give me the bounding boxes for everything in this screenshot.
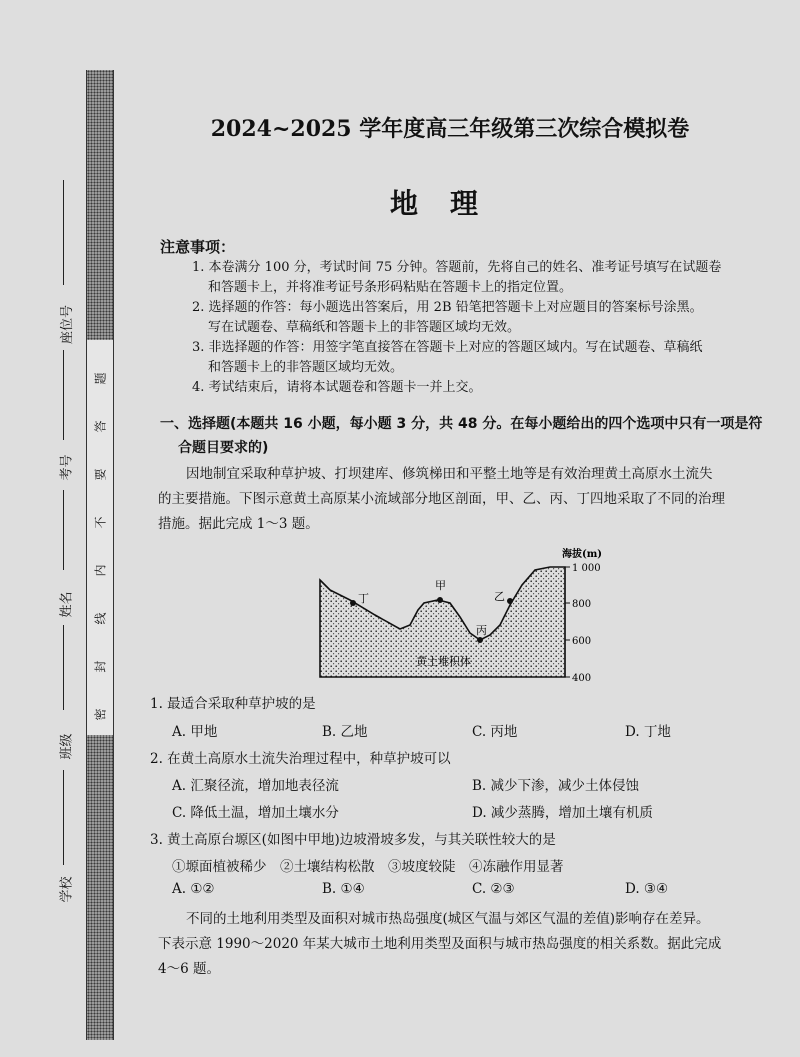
tick-label: 800	[572, 599, 592, 610]
point-ding-label: 丁	[358, 592, 369, 605]
passage-line: 措施。据此完成 1～3 题。	[158, 516, 319, 532]
exam-title: 2024~2025 学年度高三年级第三次综合模拟卷	[210, 116, 690, 142]
notice-item	[192, 338, 792, 378]
q1-option-d: D. 丁地	[625, 724, 671, 740]
notice-line: 写在试题卷、草稿纸和答题卡上的非答题区域均无效。	[208, 320, 521, 335]
question-1-stem: 1. 最适合采取种草护坡的是	[150, 696, 316, 712]
q1-option-b: B. 乙地	[322, 724, 368, 740]
school-line	[63, 770, 64, 865]
q2-option-c: C. 降低土温，增加土壤水分	[172, 805, 339, 821]
point-bing-label: 丙	[476, 624, 487, 637]
notice-line: 2. 选择题的作答：每小题选出答案后，用 2B 铅笔把答题卡上对应题目的答案标号涂黑。	[192, 300, 703, 315]
point-yi-label: 乙	[494, 590, 505, 603]
seal-char: 要	[93, 468, 108, 481]
seat-line	[63, 180, 64, 285]
body-label: 黄土堆积体	[416, 655, 471, 668]
q1-option-a: A. 甲地	[172, 724, 218, 740]
seal-char: 答	[93, 420, 108, 433]
tick-label: 600	[572, 636, 592, 647]
class-line	[63, 625, 64, 710]
question-3-stem: 3. 黄土高原台塬区(如图中甲地)边坡滑坡多发，与其关联性较大的是	[150, 832, 556, 848]
passage-line: 不同的土地利用类型及面积对城市热岛强度(城区气温与郊区气温的差值)影响存在差异。	[186, 911, 710, 927]
point-jia	[437, 597, 443, 603]
seal-line-area	[86, 340, 114, 735]
section-line: 合题目要求的)	[178, 440, 269, 456]
point-jia-label: 甲	[435, 579, 446, 592]
q3-option-d: D. ③④	[625, 881, 669, 897]
class-label: 班级	[59, 733, 75, 760]
passage-line: 因地制宜采取种草护坡、打坝建库、修筑梯田和平整土地等是有效治理黄土高原水土流失	[186, 466, 713, 482]
seal-char: 题	[93, 372, 108, 385]
notice-line: 3. 非选择题的作答：用签字笔直接答在答题卡上对应的答题区域内。写在试题卷、草稿纸	[192, 340, 703, 355]
seal-char: 封	[93, 660, 108, 673]
q2-option-d: D. 减少蒸腾，增加土壤有机质	[472, 805, 653, 821]
name-line	[63, 490, 64, 570]
point-bing	[477, 637, 483, 643]
seal-char: 线	[93, 612, 108, 625]
tick-label: 400	[572, 673, 592, 684]
seat-label: 座位号	[60, 304, 76, 345]
notice-line: 4. 考试结束后，请将本试题卷和答题卡一并上交。	[192, 380, 482, 395]
notice-line: 和答题卡上的非答题区域均无效。	[208, 360, 404, 375]
seal-char: 不	[93, 516, 108, 529]
section-heading	[160, 412, 780, 460]
question-2-stem: 2. 在黄土高原水土流失治理过程中，种草护坡可以	[150, 751, 451, 767]
notice-line: 和答题卡上，并将准考证号条形码粘贴在答题卡上的指定位置。	[208, 280, 573, 295]
exam-no-line	[63, 350, 64, 440]
notice-item	[192, 298, 792, 338]
point-ding	[350, 600, 356, 606]
tick-label: 1 000	[572, 563, 601, 574]
seal-char: 内	[93, 564, 108, 577]
notice-item	[192, 378, 792, 398]
exam-no-label: 考号	[59, 454, 75, 481]
name-label: 姓名	[59, 591, 75, 618]
passage-2	[158, 907, 780, 982]
notice-item	[192, 258, 792, 298]
school-label: 学校	[59, 876, 75, 903]
q3-option-a: A. ①②	[172, 881, 215, 897]
q3-option-b: B. ①④	[322, 881, 365, 897]
passage-line: 4～6 题。	[158, 961, 220, 977]
q3-option-c: C. ②③	[472, 881, 515, 897]
point-yi	[507, 598, 513, 604]
q1-option-c: C. 丙地	[472, 724, 518, 740]
q2-option-b: B. 减少下渗，减少土体侵蚀	[472, 778, 640, 794]
passage-line: 的主要措施。下图示意黄土高原某小流域部分地区剖面，甲、乙、丙、丁四地采取了不同的治理	[158, 491, 725, 507]
notice-line: 1. 本卷满分 100 分，考试时间 75 分钟。答题前，先将自己的姓名、准考证号填写在试题卷	[192, 260, 722, 275]
subject-title: 地理	[389, 187, 510, 220]
q3-statements: ①塬面植被稀少 ②土壤结构松散 ③坡度较陡 ④冻融作用显著	[172, 859, 564, 875]
axis-title: 海拔(m)	[562, 549, 603, 560]
seal-char: 密	[93, 708, 108, 721]
loess-profile-figure	[300, 545, 620, 690]
q2-option-a: A. 汇聚径流，增加地表径流	[172, 778, 339, 794]
passage-line: 下表示意 1990～2020 年某大城市土地利用类型及面积与城市热岛强度的相关系数。据此完成	[158, 936, 722, 952]
notice-heading: 注意事项：	[160, 238, 236, 256]
section-line: 一、选择题(本题共 16 小题，每小题 3 分，共 48 分。在每小题给出的四个选项中只有一项是符	[160, 416, 763, 432]
passage-1	[158, 462, 780, 537]
